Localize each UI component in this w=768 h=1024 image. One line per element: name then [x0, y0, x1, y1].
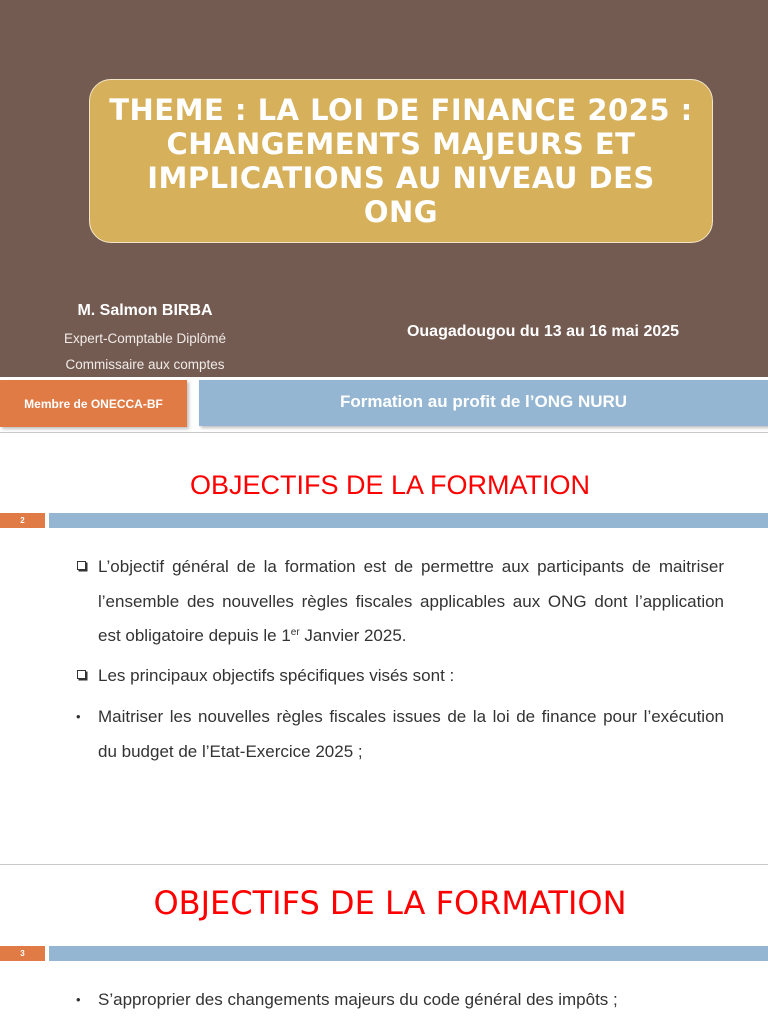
title-box	[89, 79, 713, 243]
slide-2-bullet-3	[76, 700, 724, 769]
slide-2-number: 2	[0, 513, 45, 528]
bullet-paragraph	[76, 700, 724, 769]
slide-3-bullet-1-text: S’approprier des changements majeurs du code général des impôts ;	[98, 990, 618, 1009]
author-role-2: Commissaire aux comptes	[65, 357, 225, 372]
slide-3-title: OBJECTIFS DE LA FORMATION	[153, 884, 627, 922]
title-slide	[0, 0, 768, 432]
square-bullet-icon	[76, 659, 88, 693]
slide-divider	[0, 864, 768, 865]
author-role: Expert-Comptable Diplômé	[63, 331, 227, 346]
member-badge	[0, 380, 187, 427]
presentation-title: THEME : LA LOI DE FINANCE 2025 : CHANGEMENTS MAJEURS ET IMPLICATIONS AU NIVEAU DES ONG	[109, 93, 693, 229]
formation-banner	[199, 380, 768, 426]
ordinal-suffix: er	[290, 627, 300, 638]
slide-2-bullet-1	[76, 550, 724, 654]
slide-divider	[0, 432, 768, 433]
formation-label: Formation au profit de l’ONG NURU	[339, 392, 628, 411]
bullet-1-text: L’objectif général de la formation est de permettre aux participants de maitriser l’ensemble des nouvelles règles fiscales applicables aux ONG dont l’application est obligatoire depuis le 1	[98, 557, 724, 645]
place-and-date: Ouagadougou du 13 au 16 mai 2025	[406, 323, 680, 340]
slide-2-bullet-2	[76, 659, 724, 694]
slide-2-title: OBJECTIFS DE LA FORMATION	[189, 470, 591, 500]
bullet-3-text: Maitriser les nouvelles règles fiscales issues de la loi de finance pour l’exécution du budget de l’Etat-Exercice 2025 ;	[98, 707, 724, 761]
member-label: Membre de ONECCA-BF	[24, 396, 163, 411]
bullet-1-text-end: Janvier 2025.	[299, 626, 407, 645]
slide-3-bullet-1	[76, 983, 724, 1018]
slide-3-header-bar	[49, 946, 768, 961]
square-bullet-icon	[76, 550, 88, 584]
slide-2-header-bar	[49, 513, 768, 528]
bullet-paragraph	[76, 659, 724, 694]
dot-bullet-icon: •	[76, 992, 81, 1007]
author-name: M. Salmon BIRBA	[77, 302, 213, 319]
bullet-2-text: Les principaux objectifs spécifiques visés sont :	[98, 666, 455, 685]
dot-bullet-icon: •	[76, 709, 81, 724]
bullet-paragraph	[76, 550, 724, 654]
slide-3-number: 3	[0, 946, 45, 961]
bullet-paragraph	[76, 983, 724, 1018]
